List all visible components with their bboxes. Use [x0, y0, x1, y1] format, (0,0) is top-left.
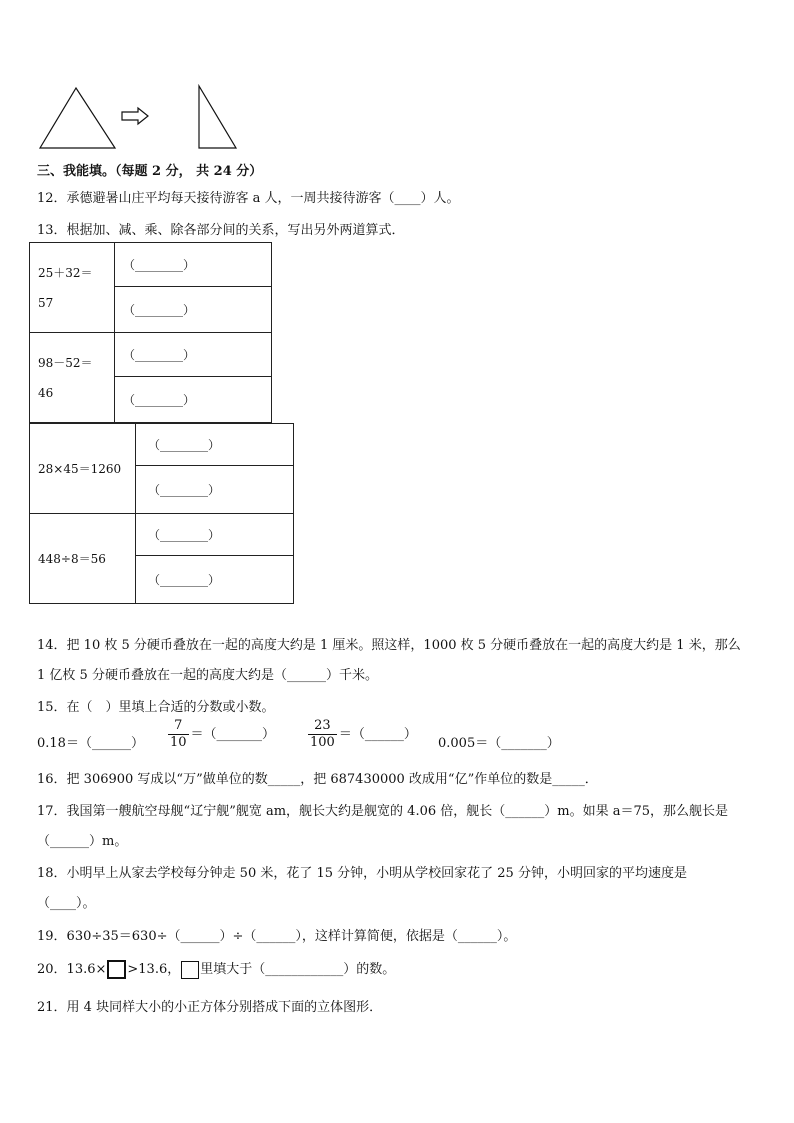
q15-item-4: 0.005＝（_______）	[438, 736, 560, 751]
answer-cell: （________）	[136, 424, 294, 466]
answer-cell: （________）	[115, 333, 272, 377]
fraction	[168, 718, 189, 751]
question-14-line1: 14．把 10 枚 5 分硬币叠放在一起的高度大约是 1 厘米。照这样，1000 枚 5 分硬币叠放在一起的高度大约是 1 米，那么	[37, 638, 741, 653]
answer-cell: （________）	[136, 514, 294, 556]
question-18-line2: （____）。	[37, 896, 96, 911]
equation-text: 57	[38, 295, 54, 310]
q15-item-3	[306, 718, 417, 751]
fraction	[308, 718, 337, 751]
q15-item-2	[166, 718, 275, 751]
equation-cell	[30, 243, 115, 333]
answer-cell: （________）	[115, 287, 272, 333]
answer-cell: （________）	[136, 556, 294, 604]
equilateral-triangle	[40, 88, 115, 148]
question-15-text: 15．在（ ）里填上合适的分数或小数。	[37, 700, 275, 715]
q20-prefix: 20．13.6×	[37, 962, 107, 977]
equation-cell: 28×45＝1260	[30, 424, 136, 514]
answer-cell: （________）	[115, 243, 272, 287]
triangle-transform-figure	[36, 84, 246, 154]
question-18-line1: 18．小明早上从家去学校每分钟走 50 米，花了 15 分钟，小明从学校回家花了 25 分钟，小明回家的平均速度是	[37, 866, 687, 881]
question-20	[37, 958, 395, 979]
question-17-line1: 17．我国第一艘航空母舰“辽宁舰”舰宽 am，舰长大约是舰宽的 4.06 倍，舰长（______）m。如果 a＝75，那么舰长是	[37, 804, 729, 819]
equation-text: 98－52＝	[38, 355, 93, 370]
equation-text: 25＋32＝	[38, 265, 93, 280]
question-19: 19．630÷35＝630÷（______）÷（______），这样计算简便，依据是（______）。	[37, 929, 517, 944]
question-14-line2: 1 亿枚 5 分硬币叠放在一起的高度大约是（______）千米。	[37, 668, 378, 683]
question-12: 12．承德避暑山庄平均每天接待游客 a 人，一周共接待游客（____）人。	[37, 191, 460, 206]
question-13-table-a	[29, 242, 272, 423]
q20-suffix: 里填大于（____________）的数。	[200, 962, 396, 977]
question-21: 21．用 4 块同样大小的小正方体分别搭成下面的立体图形．	[37, 1000, 383, 1015]
blank-square-box	[181, 961, 199, 979]
hollow-arrow-icon	[122, 108, 148, 124]
fraction-denominator: 100	[310, 735, 335, 750]
right-triangle	[199, 86, 236, 148]
q15-item-1: 0.18＝（______）	[37, 736, 144, 751]
question-16: 16．把 306900 写成以“万”做单位的数_____，把 687430000 改成用“亿”作单位的数是_____．	[37, 772, 598, 787]
section-heading: 三、我能填。（每题 2 分， 共 24 分）	[37, 164, 263, 179]
question-17-line2: （______）m。	[37, 834, 128, 849]
question-13-table-b	[29, 423, 294, 604]
question-13-text: 13．根据加、减、乘、除各部分间的关系，写出另外两道算式．	[37, 223, 405, 238]
answer-cell: （________）	[136, 466, 294, 514]
fraction-answer: ＝（_______）	[190, 727, 276, 742]
answer-cell: （________）	[115, 377, 272, 423]
blank-square-box	[107, 960, 126, 979]
equation-text: 46	[38, 385, 54, 400]
equation-cell	[30, 333, 115, 423]
fraction-denominator: 10	[170, 735, 187, 750]
fraction-numerator: 7	[168, 718, 189, 735]
equation-cell: 448÷8＝56	[30, 514, 136, 604]
fraction-answer: ＝（______）	[338, 727, 417, 742]
fraction-numerator: 23	[308, 718, 337, 735]
q20-middle: >13.6，	[127, 962, 181, 977]
